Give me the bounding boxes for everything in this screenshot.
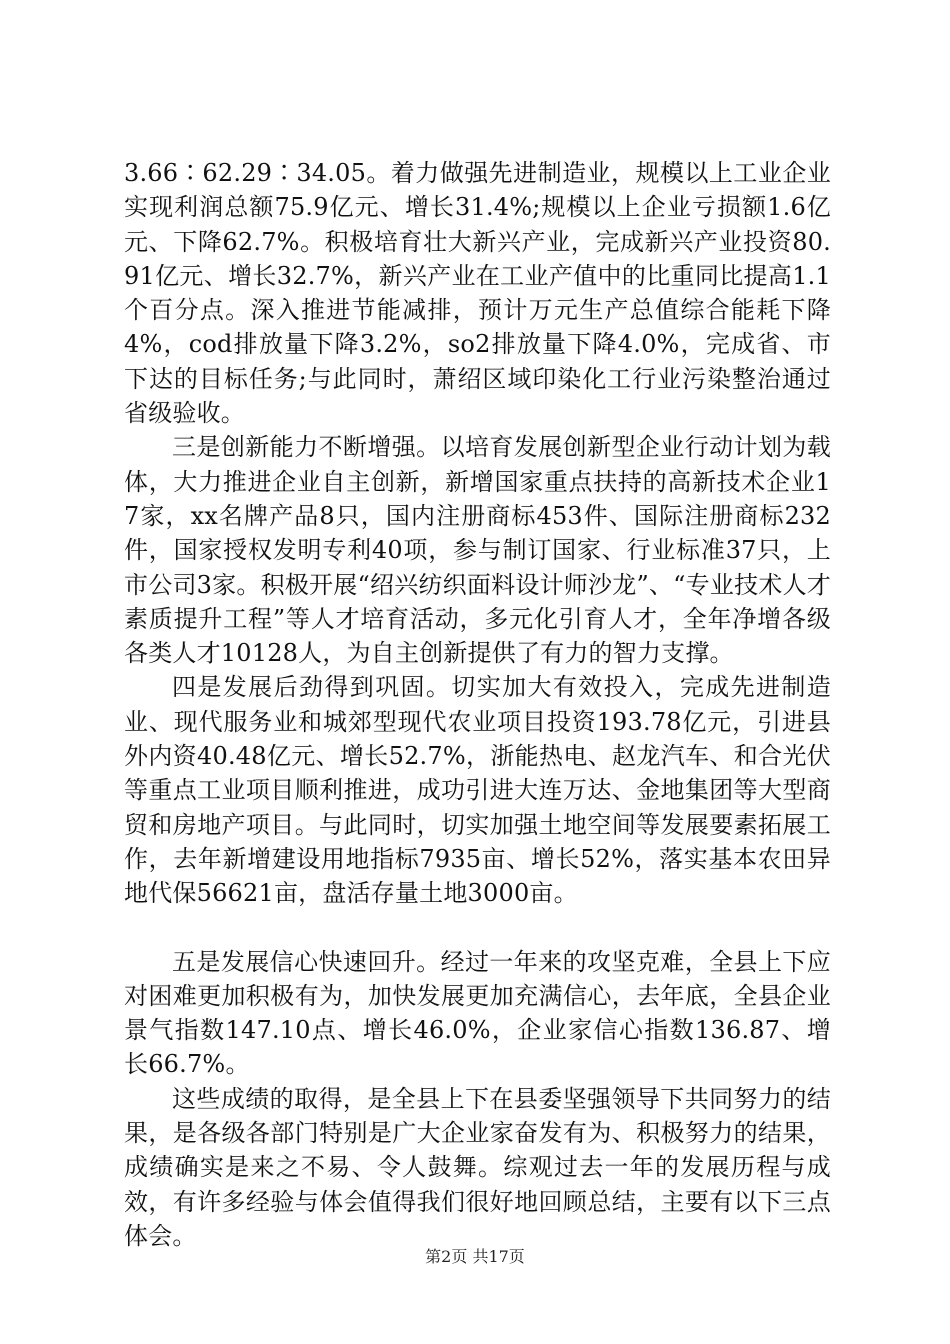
paragraph-4: 五是发展信心快速回升。经过一年来的攻坚克难，全县上下应对困难更加积极有为，加快发展更加充满信心，去年底，全县企业景气指数147.10点、增长46.0%，企业家信心指数136.87、增长66.7%。 (124, 947, 831, 1079)
paragraph-1: 3.66∶62.29∶34.05。着力做强先进制造业，规模以上工业企业实现利润总额75.9亿元、增长31.4%;规模以上企业亏损额1.6亿元、下降62.7%。积极培育壮大新兴产业，完成新兴产业投资80.91亿元、增长32.7%，新兴产业在工业产值中的比重同比提高1.1个百分点。深入推进节能减排，预计万元生产总值综合能耗下降4%，cod排放量下降3.2%，so2排放量下降4.0%，完成省、市下达的目标任务;与此同时，萧绍区域印染化工行业污染整治通过省级验收。 (124, 159, 831, 428)
paragraph-2: 三是创新能力不断增强。以培育发展创新型企业行动计划为载体，大力推进企业自主创新，新增国家重点扶持的高新技术企业17家，xx名牌产品8只，国内注册商标453件、国际注册商标232件，国家授权发明专利40项，参与制订国家、行业标准37只，上市公司3家。积极开展“绍兴纺织面料设计师沙龙”、“专业技术人才素质提升工程”等人才培育活动，多元化引育人才，全年净增各级各类人才10128人，为自主创新提供了有力的智力支撑。 (124, 433, 831, 668)
paragraph-3: 四是发展后劲得到巩固。切实加大有效投入，完成先进制造业、现代服务业和城郊型现代农业项目投资193.78亿元，引进县外内资40.48亿元、增长52.7%，浙能热电、赵龙汽车、和合光伏等重点工业项目顺利推进，成功引进大连万达、金地集团等大型商贸和房地产项目。与此同时，切实加强土地空间等发展要素拓展工作，去年新增建设用地指标7935亩、增长52%，落实基本农田异地代保56621亩，盘活存量土地3000亩。 (124, 673, 831, 908)
page-footer: 第2页 共17页 (425, 1247, 525, 1266)
document-body (124, 156, 831, 1253)
paragraph-5: 这些成绩的取得，是全县上下在县委坚强领导下共同努力的结果，是各级各部门特别是广大企业家奋发有为、积极努力的结果，成绩确实是来之不易、令人鼓舞。综观过去一年的发展历程与成效，有许多经验与体会值得我们很好地回顾总结，主要有以下三点体会。 (124, 1084, 831, 1250)
paragraph-gap (124, 911, 831, 945)
